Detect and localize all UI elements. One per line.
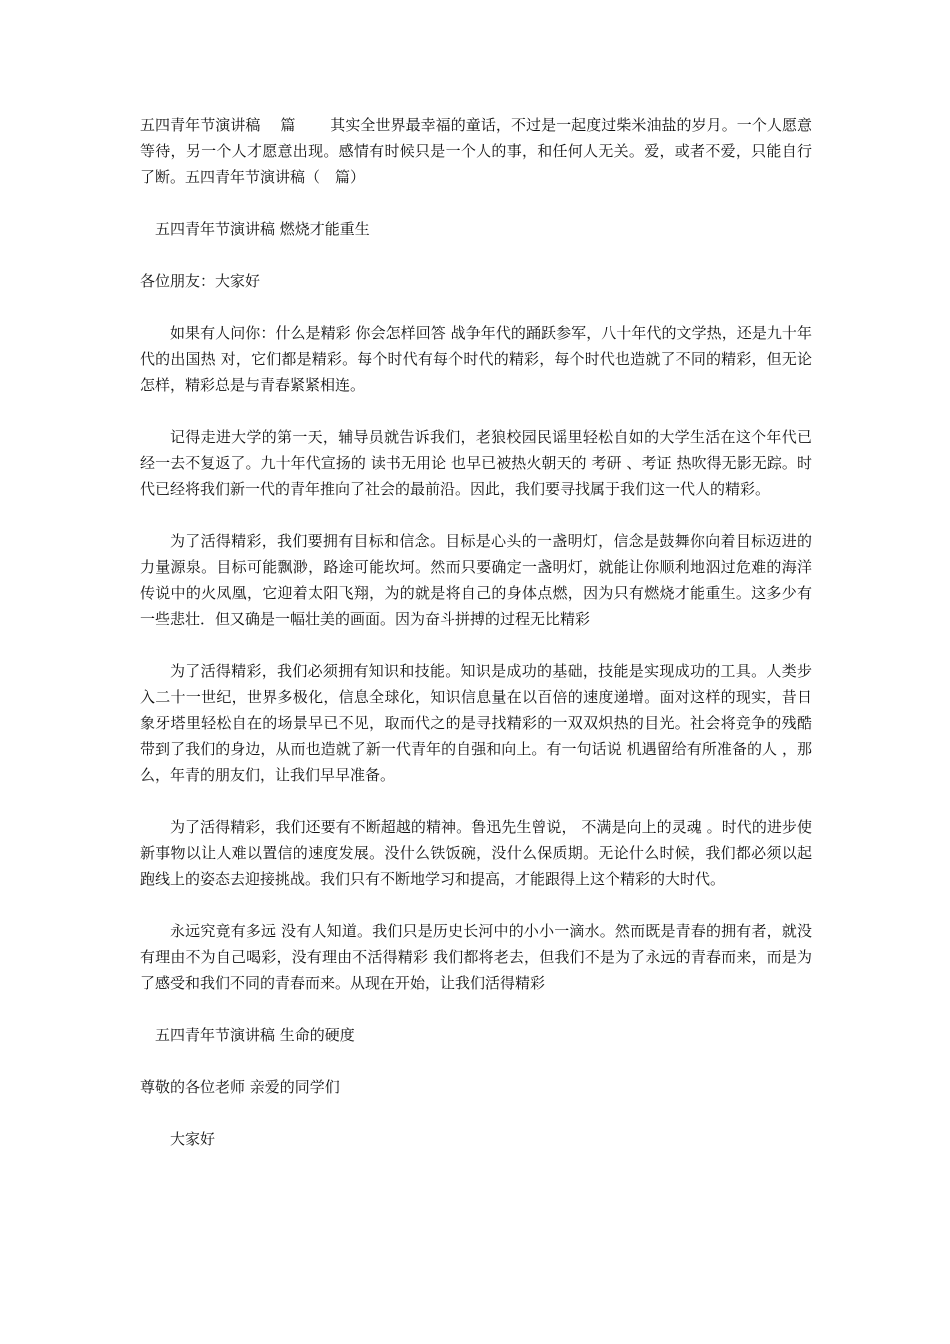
body-paragraph: 永远究竟有多远 没有人知道。我们只是历史长河中的小小一滴水。然而既是青春的拥有者，就没有理由不为自己喝彩，没有理由不活得精彩 我们都将老去，但我们不是为了永远的青春而来，而是为了感受和我们不同的青春而来。从现在开始，让我们活得精彩 <box>140 922 812 992</box>
section1-greeting: 各位朋友：大家好 <box>140 272 261 290</box>
intro-paragraph: 五四青年节演讲稿 篇 其实全世界最幸福的童话，不过是一起度过柴米油盐的岁月。一个人愿意等待，另一个人才愿意出现。感情有时候只是一个人的事，和任何人无关。爱，或者不爱，只能自行了断。五四青年节演讲稿（ 篇） <box>140 116 812 186</box>
body-paragraph: 为了活得精彩，我们必须拥有知识和技能。知识是成功的基础，技能是实现成功的工具。人类步入二十一世纪，世界多极化，信息全球化，知识信息量在以百倍的速度递增。面对这样的现实，昔日象牙塔里轻松自在的场景早已不见，取而代之的是寻找精彩的一双双炽热的目光。社会将竞争的残酷带到了我们的身边，从而也造就了新一代青年的自强和向上。有一句话说 机遇留给有所准备的人 ，那么，年青的朋友们，让我们早早准备。 <box>140 662 812 784</box>
body-paragraph: 记得走进大学的第一天，辅导员就告诉我们，老狼校园民谣里轻松自如的大学生活在这个年代已经一去不复返了。九十年代宣扬的 读书无用论 也早已被热火朝天的 考研 、考证 热吹得无影无踪。时代已经将我们新一代的青年推向了社会的最前沿。因此，我们要寻找属于我们这一代人的精彩。 <box>140 428 812 498</box>
body-paragraph: 为了活得精彩，我们要拥有目标和信念。目标是心头的一盏明灯，信念是鼓舞你向着目标迈进的力量源泉。目标可能飘渺，路途可能坎坷。然而只要确定一盏明灯，就能让你顺利地泅过危难的海洋 传说中的火凤凰，它迎着太阳飞翔，为的就是将自己的身体点燃，因为只有燃烧才能重生。这多少有一些悲壮．但又确是一幅壮美的画面。因为奋斗拼搏的过程无比精彩 <box>140 532 812 628</box>
section1-title: 五四青年节演讲稿 燃烧才能重生 <box>155 220 370 238</box>
section2-title: 五四青年节演讲稿 生命的硬度 <box>155 1026 355 1044</box>
section2-hello: 大家好 <box>170 1130 216 1148</box>
document-page <box>140 112 812 1178</box>
body-paragraph: 如果有人问你：什么是精彩 你会怎样回答 战争年代的踊跃参军，八十年代的文学热，还是九十年代的出国热 对，它们都是精彩。每个时代有每个时代的精彩，每个时代也造就了不同的精彩，但无论怎样，精彩总是与青春紧紧相连。 <box>140 324 812 394</box>
body-paragraph: 为了活得精彩，我们还要有不断超越的精神。鲁迅先生曾说， 不满是向上的灵魂 。时代的进步使新事物以让人难以置信的速度发展。没什么铁饭碗，没什么保质期。无论什么时候，我们都必须以起跑线上的姿态去迎接挑战。我们只有不断地学习和提高，才能跟得上这个精彩的大时代。 <box>140 818 812 888</box>
section2-greeting: 尊敬的各位老师 亲爱的同学们 <box>140 1078 340 1096</box>
